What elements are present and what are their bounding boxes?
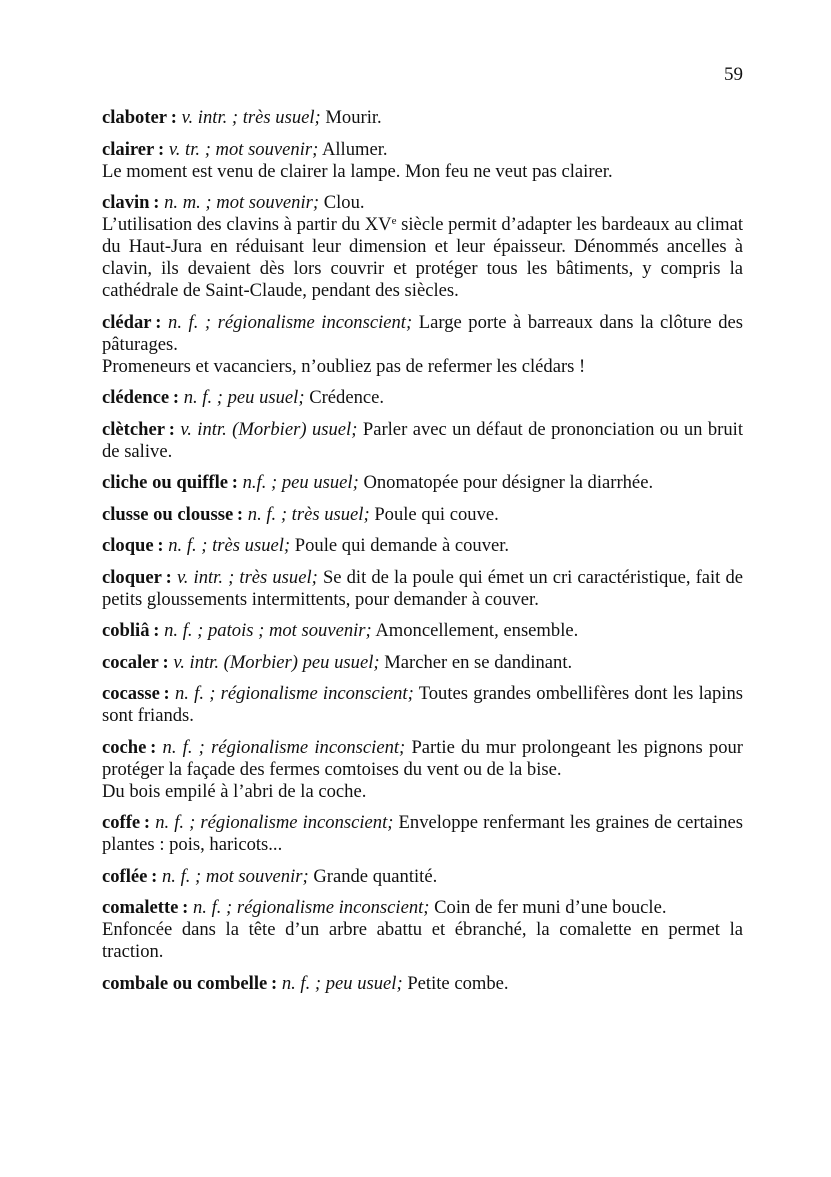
dictionary-entries xyxy=(102,107,743,1004)
headword: clairer xyxy=(102,138,155,160)
grammar-note: n. f. ; mot souvenir; xyxy=(162,865,309,887)
example-text-part: L’utilisation des clavins à partir du XV xyxy=(102,214,392,235)
grammar-note: n. f. ; peu usuel; xyxy=(183,387,305,408)
headword: clédence xyxy=(102,387,170,408)
headword: coche xyxy=(102,736,147,758)
dictionary-entry: cloquer : v. intr. ; très usuel; Se dit de la poule qui émet un cri caractéristique, fait de petits gloussements intermittents, pour demander à couver. xyxy=(102,566,743,610)
headword: cloque xyxy=(102,535,154,556)
headword: coflée xyxy=(102,865,148,887)
dictionary-entry: cliche ou quiffle : n.f. ; peu usuel; Onomatopée pour désigner la diarrhée. xyxy=(102,472,654,493)
headword: cocasse xyxy=(102,683,160,704)
dictionary-entry: comalette : n. f. ; régionalisme inconscient; Coin de fer muni d’une boucle. Enfoncée dans la tête d’un arbre abattu et ébranché, la comalette en permet la traction. xyxy=(102,897,743,962)
headword: clédar xyxy=(102,311,152,333)
example-text-part: siècle permit d’adapter les bardeaux au climat du Haut-Jura en réduisant leur dimension et leur épaisseur. Dénommés ancelles à clavin, ils devaient dès lors couvrir et protéger tous les bâtiments, y compris la cathédrale de Saint-Claude, pendant des siècles. xyxy=(102,214,743,301)
definition: Large porte à barreaux dans la clôture des pâturages. xyxy=(102,311,743,355)
definition: Poule qui demande à couver. xyxy=(294,535,510,556)
dictionary-entry: coche : n. f. ; régionalisme inconscient; Partie du mur prolongeant les pignons pour protéger la façade des fermes comtoises du vent ou de la bise. Du bois empilé à l’abri de la coche. xyxy=(102,736,743,802)
headword: cocaler xyxy=(102,651,159,673)
grammar-note: n. f. ; patois ; mot souvenir; xyxy=(164,620,372,641)
headword: clètcher xyxy=(102,418,165,440)
definition: Coin de fer muni d’une boucle. xyxy=(434,897,667,918)
definition: Amoncellement, ensemble. xyxy=(375,620,579,641)
dictionary-entry: clairer : v. tr. ; mot souvenir; Allumer. Le moment est venu de clairer la lampe. Mon feu ne veut pas clairer. xyxy=(102,139,743,183)
example-text xyxy=(102,214,743,302)
grammar-note: n. f. ; régionalisme inconscient; xyxy=(155,812,394,833)
grammar-note: v. intr. ; très usuel; xyxy=(176,566,318,588)
headword: clusse ou clousse xyxy=(102,503,234,525)
example-text: Du bois empilé à l’abri de la coche. xyxy=(102,780,367,802)
definition: Clou. xyxy=(323,192,365,213)
definition: Grande quantité. xyxy=(313,865,438,887)
grammar-note: v. intr. ; très usuel; xyxy=(181,107,321,128)
definition: Mourir. xyxy=(325,107,382,128)
page-number: 59 xyxy=(724,64,743,85)
headword: clavin xyxy=(102,192,150,213)
headword: cobliâ xyxy=(102,620,150,641)
example-text: Enfoncée dans la tête d’un arbre abattu et ébranché, la comalette en permet la traction. xyxy=(102,919,743,962)
dictionary-entry: clètcher : v. intr. (Morbier) usuel; Parler avec un défaut de prononciation ou un bruit de salive. xyxy=(102,418,743,462)
dictionary-entry: clusse ou clousse : n. f. ; très usuel; Poule qui couve. xyxy=(102,503,499,525)
grammar-note: n. f. ; régionalisme inconscient; xyxy=(192,897,430,918)
definition: Petite combe. xyxy=(407,972,509,994)
dictionary-entry: clavin : n. m. ; mot souvenir; Clou. L’utilisation des clavins à partir du XVe siècle permit d’adapter les bardeaux au climat du Haut-Jura en réduisant leur dimension et leur épaisseur. Dénommés ancelles à clavin, ils devaient dès lors couvrir et protéger tous les bâtiments, y compris la cathédrale de Saint-Claude, pendant des siècles. xyxy=(102,192,743,301)
definition: Se dit de la poule qui émet un cri caractéristique, fait de petits gloussements intermittents, pour demander à couver. xyxy=(102,566,743,610)
grammar-note: n. f. ; régionalisme inconscient; xyxy=(162,736,406,758)
definition: Poule qui couve. xyxy=(374,503,499,525)
grammar-note: n. f. ; régionalisme inconscient; xyxy=(174,683,414,704)
dictionary-entry: combale ou combelle : n. f. ; peu usuel; Petite combe. xyxy=(102,972,509,994)
headword: claboter xyxy=(102,107,168,128)
grammar-note: n. f. ; très usuel; xyxy=(247,503,370,525)
dictionary-entry: clédence : n. f. ; peu usuel; Crédence. xyxy=(102,387,385,408)
headword: combale ou combelle xyxy=(102,972,268,994)
superscript: e xyxy=(391,215,397,227)
dictionary-entry: coffe : n. f. ; régionalisme inconscient; Enveloppe renfermant les graines de certaines plantes : pois, haricots... xyxy=(102,812,743,855)
grammar-note: n.f. ; peu usuel; xyxy=(242,472,359,493)
grammar-note: n. f. ; très usuel; xyxy=(168,535,291,556)
dictionary-entry: cocasse : n. f. ; régionalisme inconscient; Toutes grandes ombellifères dont les lapins sont friands. xyxy=(102,683,743,726)
definition: Enveloppe renfermant les graines de certaines plantes : pois, haricots... xyxy=(102,812,743,855)
definition: Crédence. xyxy=(309,387,385,408)
headword: cliche ou quiffle xyxy=(102,472,229,493)
definition: Onomatopée pour désigner la diarrhée. xyxy=(363,472,654,493)
grammar-note: n. f. ; peu usuel; xyxy=(281,972,403,994)
example-text: Le moment est venu de clairer la lampe. Mon feu ne veut pas clairer. xyxy=(102,160,613,182)
dictionary-entry: coflée : n. f. ; mot souvenir; Grande quantité. xyxy=(102,865,438,887)
grammar-note: v. intr. (Morbier) peu usuel; xyxy=(173,651,380,673)
definition: Parler avec un défaut de prononciation ou un bruit de salive. xyxy=(102,418,743,462)
definition: Toutes grandes ombellifères dont les lapins sont friands. xyxy=(102,683,743,726)
headword: coffe xyxy=(102,812,141,833)
example-text: Promeneurs et vacanciers, n’oubliez pas de refermer les clédars ! xyxy=(102,355,586,377)
grammar-note: n. m. ; mot souvenir; xyxy=(164,192,320,213)
grammar-note: v. intr. (Morbier) usuel; xyxy=(180,418,358,440)
definition: Partie du mur prolongeant les pignons pour protéger la façade des fermes comtoises du vent ou de la bise. xyxy=(102,736,743,780)
dictionary-entry: clédar : n. f. ; régionalisme inconscient; Large porte à barreaux dans la clôture des pâturages. Promeneurs et vacanciers, n’oubliez pas de refermer les clédars ! xyxy=(102,311,743,377)
grammar-note: n. f. ; régionalisme inconscient; xyxy=(168,311,413,333)
dictionary-entry: cocaler : v. intr. (Morbier) peu usuel; Marcher en se dandinant. xyxy=(102,651,573,673)
headword: cloquer xyxy=(102,566,162,588)
dictionary-entry: cobliâ : n. f. ; patois ; mot souvenir; Amoncellement, ensemble. xyxy=(102,620,579,641)
definition: Marcher en se dandinant. xyxy=(384,651,573,673)
definition: Allumer. xyxy=(321,138,388,160)
dictionary-entry: cloque : n. f. ; très usuel; Poule qui demande à couver. xyxy=(102,535,510,556)
headword: comalette xyxy=(102,897,179,918)
grammar-note: v. tr. ; mot souvenir; xyxy=(168,138,319,160)
dictionary-entry: claboter : v. intr. ; très usuel; Mourir. xyxy=(102,107,382,128)
